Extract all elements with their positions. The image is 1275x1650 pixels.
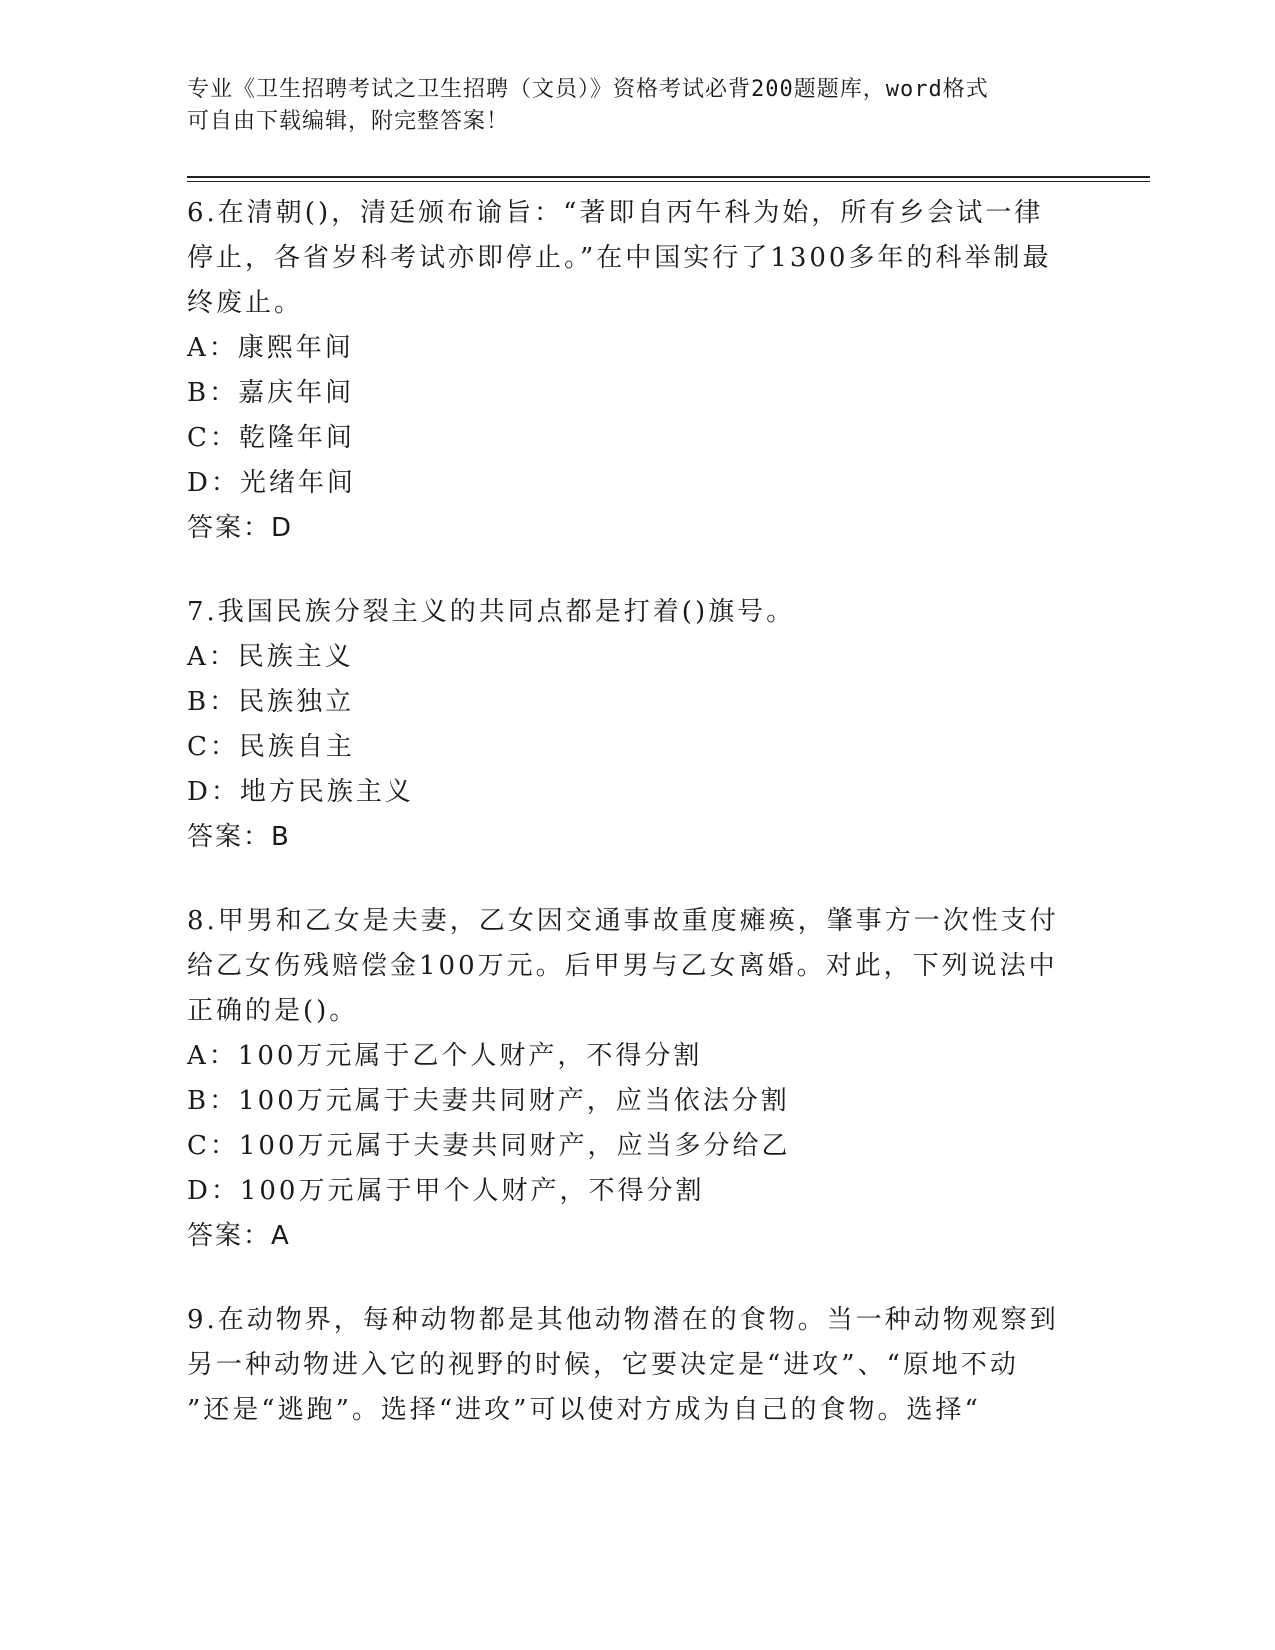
option-d: D：光绪年间 <box>187 468 356 498</box>
header-line-1: 专业《卫生招聘考试之卫生招聘（文员）》资格考试必背200题题库，word格式 <box>187 77 989 102</box>
option-b: B：100万元属于夫妻共同财产，应当依法分割 <box>187 1086 790 1116</box>
question-stem-line: 9.在动物界，每种动物都是其他动物潜在的食物。当一种动物观察到 <box>187 1305 1059 1335</box>
header-line-2: 可自由下载编辑，附完整答案！ <box>187 109 510 134</box>
header-rule-thick <box>187 176 1150 178</box>
question-8 <box>187 899 1107 1259</box>
option-c: C：乾隆年间 <box>187 423 355 453</box>
question-stem-line: 终废止。 <box>187 288 304 318</box>
question-stem-line: 停止，各省岁科考试亦即停止。”在中国实行了1300多年的科举制最 <box>187 243 1052 273</box>
question-7 <box>187 590 1107 860</box>
option-d: D：100万元属于甲个人财产，不得分割 <box>187 1176 705 1206</box>
option-a: A：100万元属于乙个人财产，不得分割 <box>187 1041 703 1071</box>
question-6 <box>187 191 1107 551</box>
question-stem-line: 7.我国民族分裂主义的共同点都是打着()旗号。 <box>187 597 796 627</box>
question-stem-line: ”还是“逃跑”。选择“进攻”可以使对方成为自己的食物。选择“ <box>187 1395 981 1425</box>
option-a: A：康熙年间 <box>187 333 354 363</box>
document-header <box>187 74 1087 138</box>
question-stem-line: 给乙女伤残赔偿金100万元。后甲男与乙女离婚。对此，下列说法中 <box>187 951 1058 981</box>
option-b: B：民族独立 <box>187 687 355 717</box>
option-c: C：100万元属于夫妻共同财产，应当多分给乙 <box>187 1131 791 1161</box>
question-stem-line: 8.甲男和乙女是夫妻，乙女因交通事故重度瘫痪，肇事方一次性支付 <box>187 906 1059 936</box>
question-stem-line: 另一种动物进入它的视野的时候，它要决定是“进攻”、“原地不动 <box>187 1350 1019 1380</box>
question-9 <box>187 1298 1107 1433</box>
question-stem-line: 6.在清朝()，清廷颁布谕旨：“著即自丙午科为始，所有乡会试一律 <box>187 198 1044 228</box>
option-b: B：嘉庆年间 <box>187 378 355 408</box>
question-list <box>187 191 1107 1472</box>
answer-label: 答案：D <box>187 513 294 543</box>
header-rule-thin <box>187 181 1150 182</box>
answer-label: 答案：B <box>187 822 291 852</box>
question-stem-line: 正确的是()。 <box>187 996 359 1026</box>
option-d: D：地方民族主义 <box>187 777 414 807</box>
answer-label: 答案：A <box>187 1221 291 1251</box>
option-a: A：民族主义 <box>187 642 354 672</box>
option-c: C：民族自主 <box>187 732 355 762</box>
